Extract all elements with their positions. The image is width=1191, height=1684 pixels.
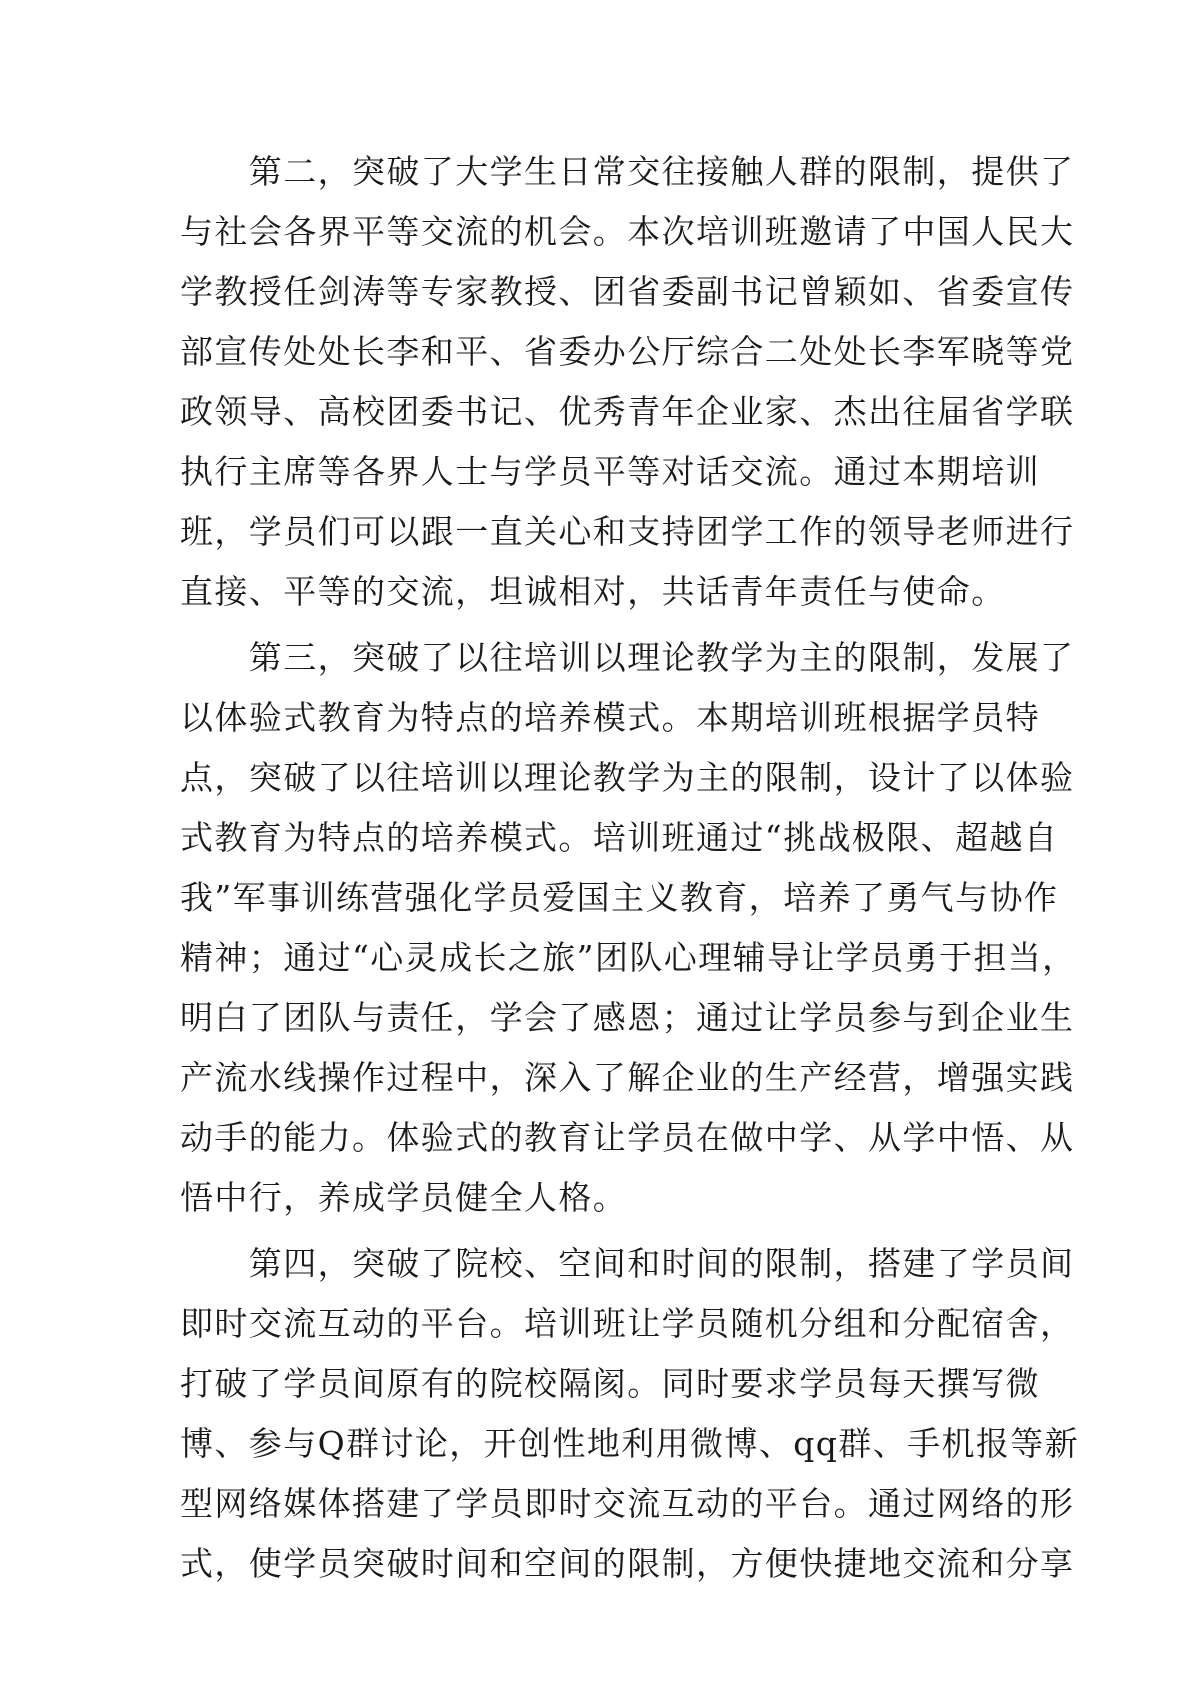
text-line: 式教育为特点的培养模式。培训班通过“挑战极限、超越自 <box>180 818 1059 857</box>
text-line: 即时交流互动的平台。培训班让学员随机分组和分配宿舍， <box>180 1304 1075 1343</box>
text-line: 产流水线操作过程中，深入了解企业的生产经营，增强实践 <box>180 1058 1075 1097</box>
text-line: 明白了团队与责任，学会了感恩；通过让学员参与到企业生 <box>180 998 1075 1037</box>
text-line: 点，突破了以往培训以理论教学为主的限制，设计了以体验 <box>180 758 1075 797</box>
text-line: 精神；通过“心灵成长之旅”团队心理辅导让学员勇于担当， <box>180 938 1077 977</box>
text-line: 悟中行，养成学员健全人格。 <box>180 1178 628 1217</box>
paragraph-second <box>180 142 1075 622</box>
text-line: 执行主席等各界人士与学员平等对话交流。通过本期培训 <box>180 452 1040 491</box>
text-line: 我”军事训练营强化学员爱国主义教育，培养了勇气与协作 <box>180 878 1059 917</box>
text-line: 与社会各界平等交流的机会。本次培训班邀请了中国人民大 <box>180 212 1075 251</box>
text-line: 博、参与Q群讨论，开创性地利用微博、qq群、手机报等新 <box>180 1424 1080 1463</box>
text-line: 班，学员们可以跟一直关心和支持团学工作的领导老师进行 <box>180 512 1075 551</box>
text-line: 第二，突破了大学生日常交往接触人群的限制，提供了 <box>180 152 1075 191</box>
text-line: 动手的能力。体验式的教育让学员在做中学、从学中悟、从 <box>180 1118 1075 1157</box>
text-line: 部宣传处处长李和平、省委办公厅综合二处处长李军晓等党 <box>180 332 1075 371</box>
paragraph-third <box>180 628 1077 1228</box>
text-line: 打破了学员间原有的院校隔阂。同时要求学员每天撰写微 <box>180 1364 1040 1403</box>
text-line: 政领导、高校团委书记、优秀青年企业家、杰出往届省学联 <box>180 392 1075 431</box>
text-line: 以体验式教育为特点的培养模式。本期培训班根据学员特 <box>180 698 1040 737</box>
paragraph-fourth <box>180 1234 1080 1594</box>
text-line: 学教授任剑涛等专家教授、团省委副书记曾颖如、省委宣传 <box>180 272 1075 311</box>
text-line: 第四，突破了院校、空间和时间的限制，搭建了学员间 <box>180 1244 1075 1283</box>
document-body <box>180 142 1080 1594</box>
text-line: 第三，突破了以往培训以理论教学为主的限制，发展了 <box>180 638 1075 677</box>
text-line: 型网络媒体搭建了学员即时交流互动的平台。通过网络的形 <box>180 1484 1075 1523</box>
text-line: 式，使学员突破时间和空间的限制，方便快捷地交流和分享 <box>180 1544 1075 1583</box>
text-line: 直接、平等的交流，坦诚相对，共话青年责任与使命。 <box>180 572 1006 611</box>
